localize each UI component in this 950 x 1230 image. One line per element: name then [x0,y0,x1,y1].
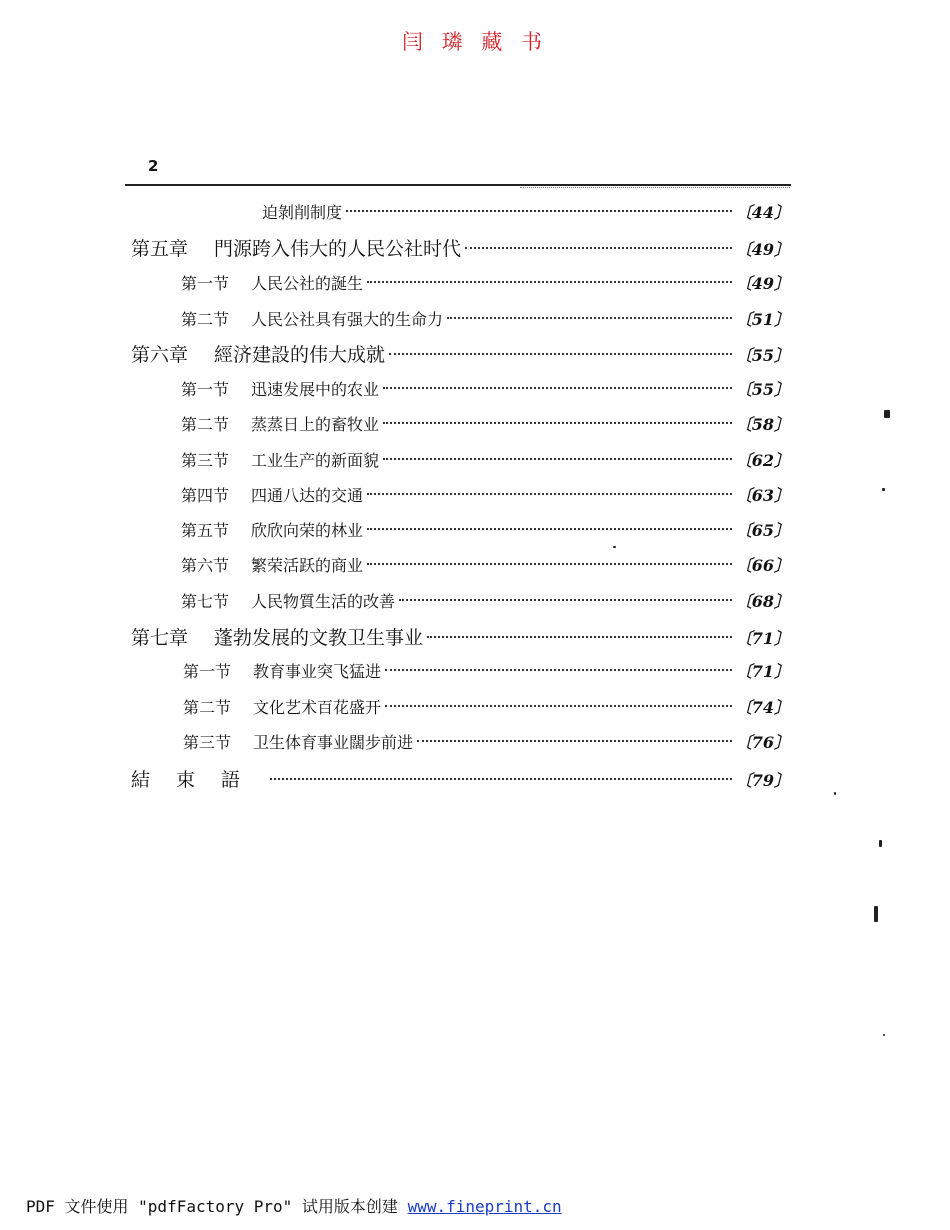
watermark-stamp: 闫 璘 藏 书 [401,30,549,54]
page-number: 2 [148,157,159,175]
chapter-title: 蓬勃发展的文教卫生事业 [214,627,424,649]
section-label: 第二节 [181,310,230,329]
section-title: 蒸蒸日上的畜牧业 [251,415,380,434]
section-title: 人民公社具有强大的生命力 [251,310,444,329]
toc-chapter-6[interactable] [131,340,790,370]
toc-conclusion[interactable] [131,765,790,795]
footer-link[interactable]: www.fineprint.cn [407,1197,562,1216]
section-title: 四通八达的交通 [251,486,364,505]
section-title: 繁荣活跃的商业 [251,556,364,575]
toc-entry-page: 〔66〕 [735,556,790,575]
section-title: 文化艺术百花盛开 [253,698,382,717]
scan-speck [884,410,890,418]
chapter-label: 第五章 [131,238,189,260]
toc-entry-page: 〔74〕 [735,698,790,717]
toc-section-5-2[interactable] [181,307,790,337]
chapter-title: 經济建設的伟大成就 [214,344,386,366]
dot-leader [399,599,732,601]
section-title: 教育事业突飞猛进 [253,662,382,681]
dot-leader [367,528,732,530]
dot-leader [389,353,732,355]
toc-entry-page: 〔49〕 [735,274,790,293]
section-title: 人民物質生活的改善 [251,592,396,611]
scan-speck [834,792,836,795]
section-label: 第五节 [181,521,230,540]
section-label: 第六节 [181,556,230,575]
chapter-title: 門源跨入伟大的人民公社时代 [214,238,462,260]
toc-section-7-3[interactable] [183,730,790,760]
chapter-label: 第七章 [131,627,189,649]
toc-entry-page: 〔79〕 [735,771,790,790]
toc-entry-page: 〔68〕 [735,592,790,611]
section-label: 第二节 [181,415,230,434]
toc-entry-page: 〔76〕 [735,733,790,752]
toc-section-6-2[interactable] [181,412,790,442]
scan-speck [882,488,885,491]
toc-section-6-4[interactable] [181,483,790,513]
toc-entry-page: 〔55〕 [735,346,790,365]
section-title: 欣欣向荣的林业 [251,521,364,540]
toc-section-6-5[interactable] [181,518,790,548]
toc-entry-page: 〔49〕 [735,240,790,259]
section-title: 工业生产的新面貌 [251,451,380,470]
toc-section-6-3[interactable] [181,448,790,478]
toc-entry-page: 〔51〕 [735,310,790,329]
toc-entry-page: 〔55〕 [735,380,790,399]
conclusion-label: 結束語 [131,769,267,791]
toc-entry-page: 〔71〕 [735,662,790,681]
dot-leader [383,422,732,424]
section-title: 人民公社的誕生 [251,274,364,293]
toc-section-7-1[interactable] [183,659,790,689]
toc-section-6-7[interactable] [181,589,790,619]
toc-chapter-7[interactable] [131,623,790,653]
toc-section-5-1[interactable] [181,271,790,301]
dot-leader [367,563,732,565]
dot-leader [346,210,732,212]
toc-section-6-6[interactable] [181,553,790,583]
section-label: 第三节 [183,733,232,752]
toc-entry-page: 〔58〕 [735,415,790,434]
header-rule-dotted [520,187,790,188]
dot-leader [447,317,732,319]
toc-chapter-5[interactable] [131,234,790,264]
dot-leader [417,740,732,742]
scan-speck [874,906,878,922]
toc-entry-title: 迫剝削制度 [262,203,343,222]
chapter-label: 第六章 [131,344,189,366]
section-label: 第一节 [183,662,232,681]
section-label: 第二节 [183,698,232,717]
section-label: 第四节 [181,486,230,505]
toc-entry-page: 〔44〕 [735,203,790,222]
footer-notice [26,1194,562,1217]
dot-leader [367,281,732,283]
scan-speck [879,840,882,847]
header-rule [125,184,791,186]
section-title: 卫生体育事业闊步前进 [253,733,414,752]
toc-entry-page: 〔65〕 [735,521,790,540]
toc-entry-page: 〔62〕 [735,451,790,470]
scan-speck [883,1034,885,1036]
section-title: 迅速发展中的农业 [251,380,380,399]
dot-leader [385,705,732,707]
dot-leader [465,247,732,249]
section-label: 第七节 [181,592,230,611]
scan-speck [613,546,616,548]
section-label: 第一节 [181,380,230,399]
section-label: 第三节 [181,451,230,470]
toc-section-6-1[interactable] [181,377,790,407]
dot-leader [427,636,732,638]
dot-leader [367,493,732,495]
dot-leader [385,669,732,671]
dot-leader [270,778,732,780]
toc-entry-page: 〔63〕 [735,486,790,505]
toc-section-7-2[interactable] [183,695,790,725]
toc-entry-continuation[interactable] [262,200,790,230]
section-label: 第一节 [181,274,230,293]
footer-text: PDF 文件使用 "pdfFactory Pro" 试用版本创建 [26,1197,408,1216]
toc-entry-page: 〔71〕 [735,629,790,648]
dot-leader [383,387,732,389]
dot-leader [383,458,732,460]
